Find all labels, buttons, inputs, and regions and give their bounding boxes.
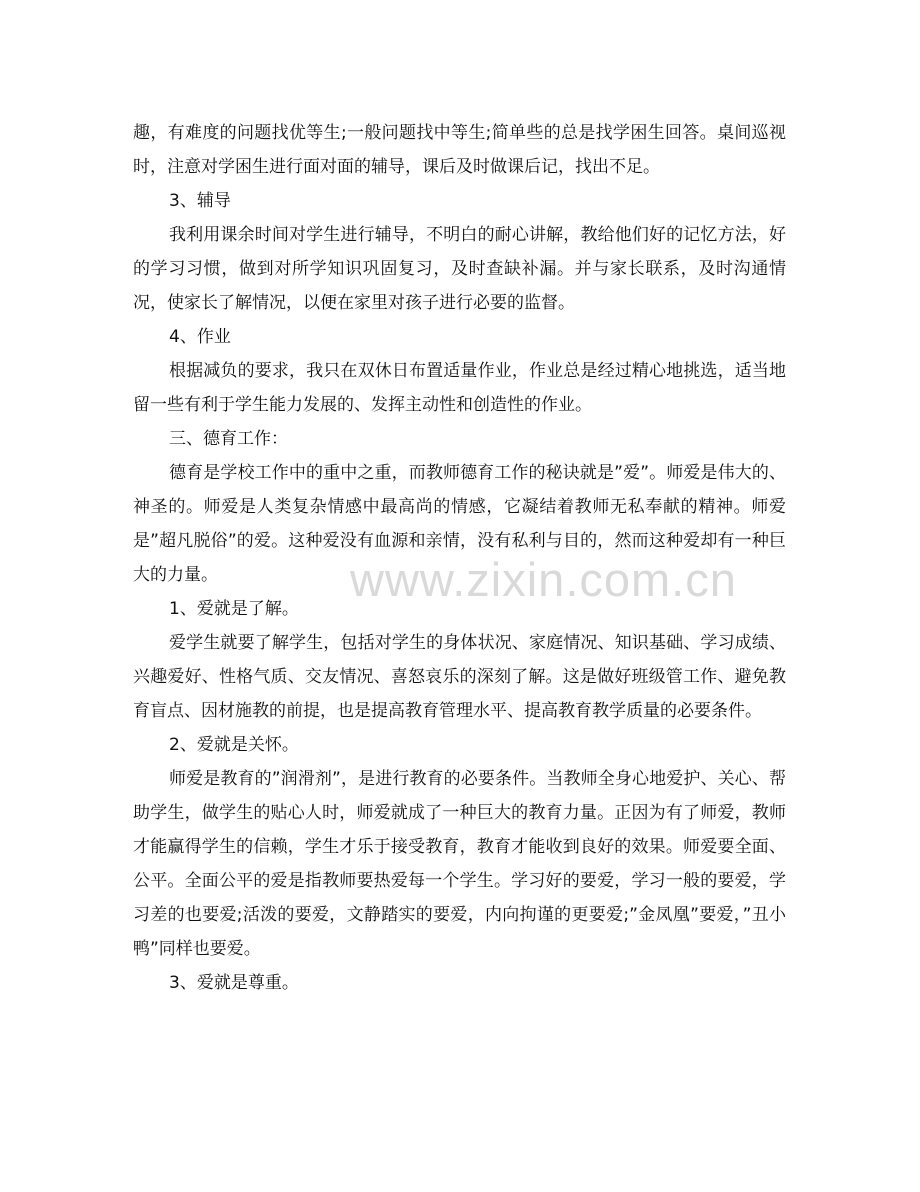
- document-body: [133, 116, 786, 1000]
- paragraph-tutoring: 我利用课余时间对学生进行辅导，不明白的耐心讲解，教给他们好的记忆方法，好的学习习惯，做到对所学知识巩固复习，及时查缺补漏。并与家长联系，及时沟通情况，使家长了解情况，以便在家里对孩子进行必要的监督。: [133, 225, 786, 313]
- paragraph-love-understanding: 爱学生就要了解学生，包括对学生的身体状况、家庭情况、知识基础、学习成绩、兴趣爱好、性格气质、交友情况、喜怒哀乐的深刻了解。这是做好班级管工作、避免教育盲点、因材施教的前提，也是提高教育管理水平、提高教育教学质量的必要条件。: [133, 633, 786, 721]
- heading-moral-education: 三、德育工作：: [169, 429, 288, 449]
- paragraph-love-care: 师爱是教育的”润滑剂”，是进行教育的必要条件。当教师全身心地爱护、关心、帮助学生，做学生的贴心人时，师爱就成了一种巨大的教育力量。正因为有了师爱，教师才能赢得学生的信赖，学生才乐于接受教育，教育才能收到良好的效果。师爱要全面、公平。全面公平的爱是指教师要热爱每一个学生。学习好的要爱，学习一般的要爱，学习差的也要爱;活泼的要爱，文静踏实的要爱，内向拘谨的更要爱;”金凤凰”要爱，”丑小鸭”同样也要爱。: [133, 769, 786, 959]
- paragraph-homework: 根据减负的要求，我只在双休日布置适量作业，作业总是经过精心地挑选，适当地留一些有利于学生能力发展的、发挥主动性和创造性的作业。: [133, 361, 786, 415]
- heading-love-respect: 3、爱就是尊重。: [169, 973, 299, 993]
- paragraph-moral-education: 德育是学校工作中的重中之重，而教师德育工作的秘诀就是”爱”。师爱是伟大的、神圣的。师爱是人类复杂情感中最高尚的情感，它凝结着教师无私奉献的精神。师爱是”超凡脱俗”的爱。这种爱没有血源和亲情，没有私利与目的，然而这种爱却有一种巨大的力量。: [133, 463, 786, 585]
- heading-homework: 4、作业: [169, 327, 231, 347]
- paragraph-continuation: 趣，有难度的问题找优等生;一般问题找中等生;简单些的总是找学困生回答。桌间巡视时，注意对学困生进行面对面的辅导，课后及时做课后记，找出不足。: [133, 123, 786, 177]
- heading-love-understanding: 1、爱就是了解。: [169, 599, 299, 619]
- watermark: www.zixin.com.cn: [350, 553, 737, 606]
- heading-tutoring: 3、辅导: [169, 191, 231, 211]
- heading-love-care: 2、爱就是关怀。: [169, 735, 299, 755]
